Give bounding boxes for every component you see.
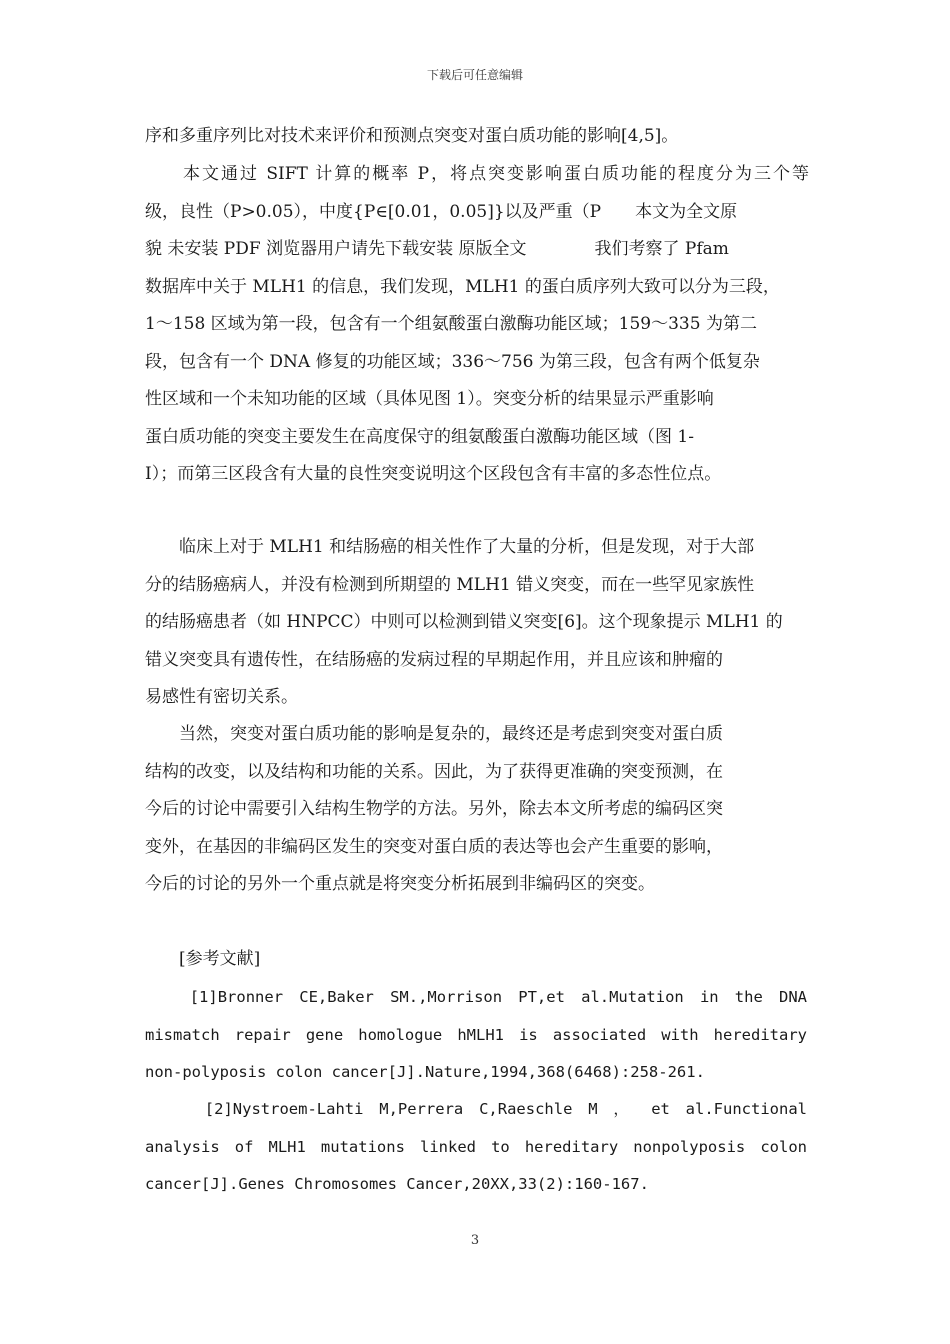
text-line: 今后的讨论的另外一个重点就是将突变分析拓展到非编码区的突变。 — [145, 874, 655, 894]
text-line: 当然，突变对蛋白质功能的影响是复杂的，最终还是考虑到突变对蛋白质 — [145, 724, 723, 744]
reference-line: non-polyposis colon cancer[J].Nature,1994,368(6468):258-261. — [145, 1063, 705, 1081]
references-heading — [145, 941, 809, 979]
text-line: 临床上对于 MLH1 和结肠癌的相关性作了大量的分析，但是发现，对于大部 — [145, 537, 755, 557]
text-line: 结构的改变，以及结构和功能的关系。因此，为了获得更准确的突变预测，在 — [145, 761, 723, 782]
paragraph-2 — [145, 156, 809, 494]
reference-line: [1]Bronner CE,Baker SM.,Morrison PT,et al.Mutation in the DNA — [145, 988, 807, 1006]
text-line: 性区域和一个未知功能的区域（具体见图 1）。突变分析的结果显示严重影响 — [145, 389, 714, 409]
text-line: 数据库中关于 MLH1 的信息，我们发现，MLH1 的蛋白质序列大致可以分为三段， — [145, 276, 780, 297]
text-line: 蛋白质功能的突变主要发生在高度保守的组氨酸蛋白激酶功能区域（图 1- — [145, 426, 694, 447]
references-heading-text: [参考文献] — [145, 949, 261, 969]
text-line: 分的结肠癌病人，并没有检测到所期望的 MLH1 错义突变，而在一些罕见家族性 — [145, 574, 755, 595]
text-line: 今后的讨论中需要引入结构生物学的方法。另外，除去本文所考虑的编码区突 — [145, 799, 723, 819]
text-line: 级，良性（P>0.05），中度{P∈[0.01，0.05]}以及严重（P 本文为全文原 — [145, 201, 738, 222]
reference-line: cancer[J].Genes Chromosomes Cancer,20XX,33(2):160-167. — [145, 1175, 649, 1193]
text-line: 序和多重序列比对技术来评价和预测点突变对蛋白质功能的影响[4,5]。 — [145, 126, 679, 146]
reference-1 — [145, 979, 807, 1092]
text-line: 貌 未安装 PDF 浏览器用户请先下载安装 原版全文 我们考察了 Pfam — [145, 239, 729, 259]
text-line: 易感性有密切关系。 — [145, 687, 298, 707]
reference-line: mismatch repair gene homologue hMLH1 is associated with hereditary — [145, 1025, 807, 1044]
paragraph-3 — [145, 529, 809, 717]
page-number: 3 — [470, 1233, 480, 1248]
page-header: 下载后可任意编辑 — [426, 68, 523, 82]
text-line: 变外，在基因的非编码区发生的突变对蛋白质的表达等也会产生重要的影响， — [145, 836, 723, 857]
reference-line: [2]Nystroem-Lahti M,Perrera C,Raeschle M ， et al.Functional — [145, 1100, 807, 1118]
text-line: 1～158 区域为第一段，包含有一个组氨酸蛋白激酶功能区域；159～335 为第二 — [145, 314, 757, 334]
reference-2 — [145, 1091, 807, 1204]
text-line: 的结肠癌患者（如 HNPCC）中则可以检测到错义突变[6]。这个现象提示 MLH1 的 — [145, 612, 783, 632]
text-line: 本文通过 SIFT 计算的概率 P，将点突变影响蛋白质功能的程度分为三个等 — [145, 164, 809, 184]
text-line: I）；而第三区段含有大量的良性突变说明这个区段包含有丰富的多态性位点。 — [145, 464, 722, 484]
text-line: 段，包含有一个 DNA 修复的功能区域；336～756 为第三段，包含有两个低复杂 — [145, 351, 760, 372]
paragraph-1 — [145, 118, 809, 156]
reference-line: analysis of MLH1 mutations linked to hereditary nonpolyposis colon — [145, 1137, 807, 1156]
paragraph-4 — [145, 716, 809, 904]
text-line: 错义突变具有遗传性，在结肠癌的发病过程的早期起作用，并且应该和肿瘤的 — [145, 649, 723, 670]
